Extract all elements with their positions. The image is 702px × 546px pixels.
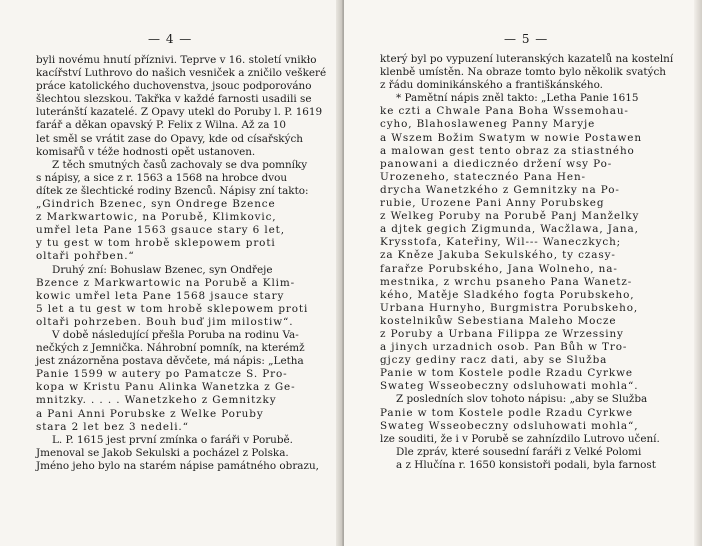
text-line: nečkých z Jemnička. Náhrobní pomník, na kterémž xyxy=(36,342,305,355)
text-line: oltaři pohřben.“ xyxy=(36,250,135,263)
text-line: lze souditi, že i v Porubě se zahnízdilo Lutrovo učení. xyxy=(380,432,660,445)
text-line: dítek ze šlechtické rodiny Bzenců. Nápisy zní takto: xyxy=(36,184,309,197)
text-line: Jmenoval se Jakob Sekulski a pocházel z Polska. xyxy=(36,446,289,459)
text-line: cyho, Blahoslaweneg Panny Maryje xyxy=(380,118,596,131)
text-line: a jinych urzadnich osob. Pan Bůh w Tro- xyxy=(380,341,628,354)
page-text xyxy=(380,53,680,472)
text-line: stara 2 let bez 3 nedeli.“ xyxy=(36,420,189,433)
page-edge xyxy=(694,0,702,546)
text-line: luteránští kazatelé. Z Opavy utekl do Poruby l. P. 1619 xyxy=(36,106,323,119)
text-line: a Wszem Božim Swatym w nowie Postawen xyxy=(380,131,642,144)
text-line: s nápisy, a sice z r. 1563 a 1568 na hrobce dvou xyxy=(36,171,288,184)
page-number: — 5 — xyxy=(504,32,549,46)
text-line: klenbě umístěn. Na obraze tomto bylo několik svatých xyxy=(380,66,666,79)
text-line: 5 let a tu gest w tom hrobě sklepowem proti xyxy=(36,302,309,315)
text-line: jest znázorněna postava děvčete, má nápis: „Letha xyxy=(36,355,304,368)
text-line: Panie w tom Kostele podle Rzadu Cyrkwe xyxy=(380,406,633,419)
text-line: z Markwartowic, na Porubě, Klimkovic, xyxy=(36,211,277,224)
text-line: Bzence z Markwartowic na Porubě a Klim- xyxy=(36,276,296,289)
text-line: a Pani Anni Porubske z Welke Poruby xyxy=(36,407,264,420)
text-line: kopa w Kristu Panu Alinka Wanetzka z Ge- xyxy=(36,381,296,394)
text-line: oltaři pohrzeben. Bouh buď jim milostiw“. xyxy=(36,315,294,328)
text-line: let směl se vrátit zase do Opavy, kde od císařských xyxy=(36,132,303,145)
text-line: ke czti a Chwale Pana Boha Wssemohau- xyxy=(380,105,629,118)
text-line: Krysstofa, Kateřiny, Wil--- Waneczkych; xyxy=(380,236,622,249)
text-line: mestnika, z wrchu psaneho Pana Wanetz- xyxy=(380,275,633,288)
text-line: Urbana Hurnyho, Burgmistra Porubskeho, xyxy=(380,301,639,314)
text-line: Panie w tom Kostele podle Rzadu Cyrkwe xyxy=(380,367,633,380)
text-line: farařze Porubského, Jana Wolneho, na- xyxy=(380,262,618,275)
text-line: Panie 1599 w autery po Pamatcze S. Pro- xyxy=(36,368,288,381)
text-line: Jméno jeho bylo na starém nápise památného obrazu, xyxy=(36,459,319,472)
text-line: šlechtou slezskou. Takřka v každé farnosti usadili se xyxy=(36,93,312,106)
text-line: kowic umřel leta Pane 1568 jsauce stary xyxy=(36,289,285,302)
text-line: Z posledních slov tohoto nápisu: „aby se Služba xyxy=(396,393,648,406)
text-line: kacířství Luthrovo do našich vesniček a zničilo veškeré xyxy=(36,67,327,80)
text-line: gjczy gediny racz dati, aby se Služba xyxy=(380,354,608,367)
text-line: panowani a diedicznéo držení wsy Po- xyxy=(380,157,613,170)
text-line: a djtek gegich Zigmunda, Wacžlawa, Jana, xyxy=(380,223,639,236)
text-line: drycha Wanetzkého z Gemnitzky na Po- xyxy=(380,183,620,196)
left-page xyxy=(0,0,344,546)
text-line: Swateg Wsseobeczny odsluhowati mohla“, xyxy=(380,419,639,432)
text-line: L. P. 1615 jest první zmínka o faráři v Porubě. xyxy=(52,433,293,446)
text-line: farář a děkan opavský P. Felix z Wilna. Až za 10 xyxy=(36,119,287,132)
text-line: V době následující přešla Poruba na rodinu Va- xyxy=(52,328,299,341)
text-line: y tu gest w tom hrobě sklepowem proti xyxy=(36,237,276,250)
text-line: práce katolického duchovenstva, jsouc podporováno xyxy=(36,80,312,93)
text-line: a malowan gest tento obraz za stiastného xyxy=(380,144,635,157)
text-line: kostelnikůw Sebestiana Maleho Mocze xyxy=(380,314,617,327)
text-line: mnitzky. . . . . Wanetzkeho z Gemnitzky xyxy=(36,394,277,407)
text-line: Dle zpráv, které sousední faráři z Velké Polomi xyxy=(396,445,642,458)
text-line: kého, Matěje Sladkého fogta Porubskeho, xyxy=(380,288,635,301)
text-line: * Pamětní nápis zněl takto: „Letha Panie 1615 xyxy=(396,92,639,105)
text-line: který byl po vypuzení luteranských kazatelů na kostelní xyxy=(380,53,674,65)
text-line: Druhý zní: Bohuslaw Bzenec, syn Ondřeje xyxy=(52,263,273,276)
text-line: byli novému hnutí příznivi. Teprve v 16. století vnikło xyxy=(36,54,317,66)
text-line: rubie, Urozene Pani Anny Porubskeg xyxy=(380,197,605,210)
text-line: „Gindrich Bzenec, syn Ondrege Bzence xyxy=(36,198,276,211)
text-line: za Kněze Jakuba Sekulského, ty czasy- xyxy=(380,249,616,262)
text-line: Swateg Wsseobeczny odsluhowati mohla“. xyxy=(380,380,639,393)
text-line: z Welkeg Poruby na Porubě Panj Manželky xyxy=(380,210,640,223)
text-line: Urozeneho, statecznéo Pana Hen- xyxy=(380,170,586,183)
page-text xyxy=(36,54,332,473)
page-number: — 4 — xyxy=(148,32,193,46)
right-page xyxy=(344,0,702,546)
text-line: z řádu dominikánského a františkánského. xyxy=(380,79,603,92)
text-line: z Poruby a Urbana Filippa ze Wrzessiny xyxy=(380,327,624,340)
text-line: komisařů v téže hodnosti opět ustanoven. xyxy=(36,145,256,158)
text-line: a z Hlučína r. 1650 konsistoři podali, byla farnost xyxy=(396,458,656,471)
text-line: Z těch smutných časů zachovaly se dva pomníky xyxy=(52,158,308,171)
text-line: umřel leta Pane 1563 gsauce stary 6 let, xyxy=(36,224,285,237)
